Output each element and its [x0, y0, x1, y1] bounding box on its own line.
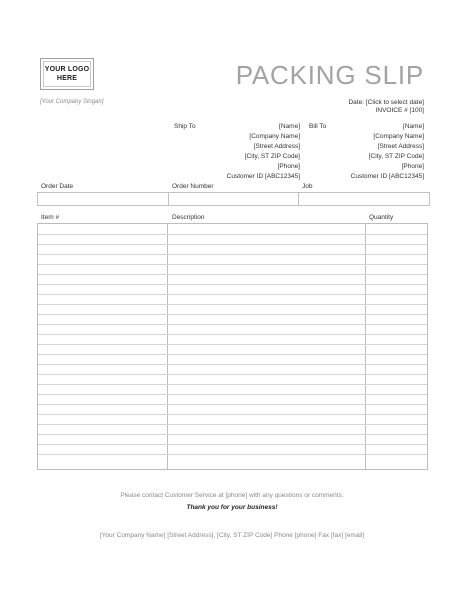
- table-row: [38, 404, 427, 405]
- ship-to-address[interactable]: [227, 122, 300, 182]
- bill-to-city[interactable]: [City, ST ZIP Code]: [368, 153, 424, 160]
- table-row: [38, 384, 427, 385]
- table-row: [38, 274, 427, 275]
- table-row: [38, 394, 427, 395]
- table-row: [38, 234, 427, 235]
- table-row: [38, 454, 427, 455]
- table-row: [38, 364, 427, 365]
- ship-to-customer-id[interactable]: Customer ID [ABC12345]: [226, 173, 300, 180]
- table-row: [38, 244, 427, 245]
- item-column-divider: [167, 224, 168, 469]
- description-header: Description: [172, 214, 205, 221]
- items-table[interactable]: [37, 223, 428, 470]
- ship-to-city[interactable]: [City, ST ZIP Code]: [244, 153, 300, 160]
- invoice-number[interactable]: INVOICE # [100]: [375, 107, 424, 114]
- ship-to-street[interactable]: [Street Address]: [253, 143, 300, 150]
- order-number-label: Order Number: [172, 183, 214, 190]
- table-row: [38, 434, 427, 435]
- table-row: [38, 424, 427, 425]
- ship-to-phone[interactable]: [Phone]: [277, 163, 300, 170]
- thank-you-message: Thank you for your business!: [186, 504, 278, 511]
- table-row: [38, 264, 427, 265]
- page-title: PACKING SLIP: [235, 60, 424, 90]
- table-row: [38, 354, 427, 355]
- quantity-column-divider: [365, 224, 366, 469]
- logo-text-line2: HERE: [56, 75, 78, 82]
- bill-to-label: Bill To: [309, 123, 327, 130]
- logo-placeholder: [40, 58, 94, 90]
- ship-to-name[interactable]: [Name]: [279, 123, 300, 130]
- logo-text-line1: YOUR LOGO: [44, 66, 90, 73]
- table-row: [38, 444, 427, 445]
- bill-to-name[interactable]: [Name]: [403, 123, 424, 130]
- order-date-label: Order Date: [41, 183, 74, 190]
- contact-message: Please contact Customer Service at [phone] with any questions or comments.: [120, 492, 344, 499]
- table-row: [38, 254, 427, 255]
- table-row: [38, 294, 427, 295]
- bill-to-address[interactable]: [351, 122, 424, 182]
- table-row: [38, 324, 427, 325]
- logo-frame: [43, 61, 91, 87]
- table-row: [38, 304, 427, 305]
- bill-to-street[interactable]: [Street Address]: [377, 143, 424, 150]
- order-info-row: [37, 192, 430, 206]
- table-row: [38, 284, 427, 285]
- quantity-header: Quantity: [369, 214, 394, 221]
- table-row: [38, 374, 427, 375]
- company-footer[interactable]: [Your Company Name] [Street Address], [City, ST ZIP Code] Phone [phone] Fax [fax] [email]: [99, 532, 365, 539]
- ship-to-company[interactable]: [Company Name]: [249, 133, 300, 140]
- job-label: Job: [302, 183, 313, 190]
- bill-to-company[interactable]: [Company Name]: [373, 133, 424, 140]
- table-row: [38, 344, 427, 345]
- item-number-header: Item #: [41, 214, 60, 221]
- ship-to-label: Ship To: [174, 123, 196, 130]
- order-divider-1: [168, 193, 169, 205]
- table-row: [38, 414, 427, 415]
- table-row: [38, 314, 427, 315]
- bill-to-customer-id[interactable]: Customer ID [ABC12345]: [350, 173, 424, 180]
- table-row: [38, 334, 427, 335]
- date-field[interactable]: Date: [Click to select date]: [348, 99, 424, 106]
- bill-to-phone[interactable]: [Phone]: [401, 163, 424, 170]
- company-slogan[interactable]: [Your Company Slogan]: [40, 99, 104, 105]
- order-divider-2: [298, 193, 299, 205]
